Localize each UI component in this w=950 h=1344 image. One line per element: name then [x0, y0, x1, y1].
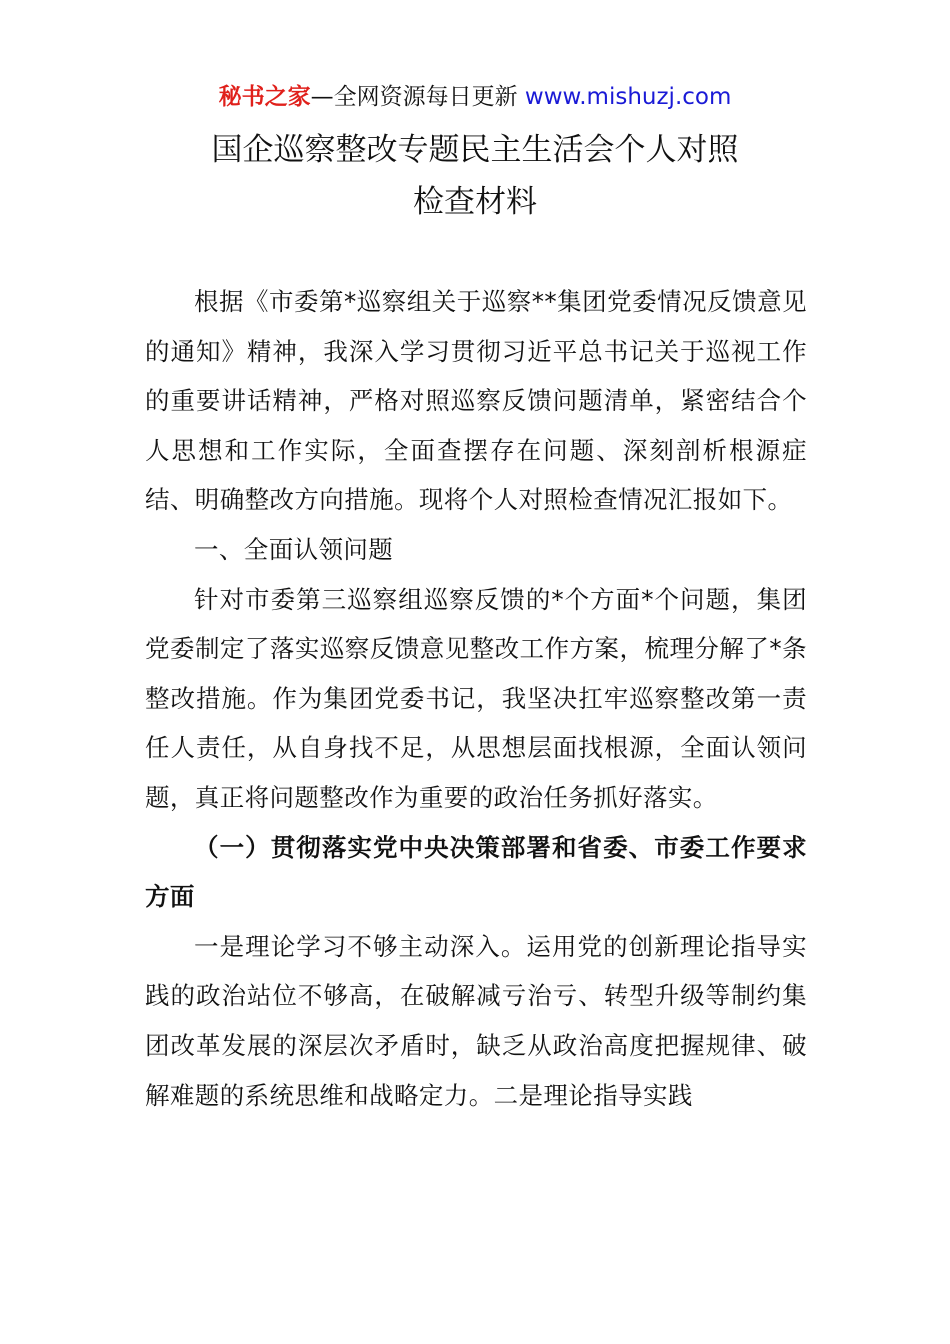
subsection-heading-1: （一）贯彻落实党中央决策部署和省委、市委工作要求方面	[145, 832, 807, 912]
header-tagline: —全网资源每日更新	[310, 84, 518, 110]
site-header	[0, 80, 950, 114]
body-paragraph: 一是理论学习不够主动深入。运用党的创新理论指导实践的政治站位不够高，在破解减亏治亏、转型升级等制约集团改革发展的深层次矛盾时，缺乏从政治高度把握规律、破解难题的系统思维和战略定力。二是理论指导实践	[145, 931, 807, 1110]
section-heading-1: 一、全面认领问题	[194, 534, 394, 564]
document-body	[145, 277, 807, 1120]
brand-name: 秘书之家	[218, 84, 311, 110]
document-title	[0, 124, 950, 228]
title-line-2: 检查材料	[413, 184, 537, 220]
intro-paragraph: 根据《市委第*巡察组关于巡察**集团党委情况反馈意见的通知》精神，我深入学习贯彻习近平总书记关于巡视工作的重要讲话精神，严格对照巡察反馈问题清单，紧密结合个人思想和工作实际，全面查摆存在问题、深刻剖析根源症结、明确整改方向措施。现将个人对照检查情况汇报如下。	[145, 287, 807, 515]
body-paragraph: 针对市委第三巡察组巡察反馈的*个方面*个问题，集团党委制定了落实巡察反馈意见整改工作方案，梳理分解了*条整改措施。作为集团党委书记，我坚决扛牢巡察整改第一责任人责任，从自身找不足，从思想层面找根源，全面认领问题，真正将问题整改作为重要的政治任务抓好落实。	[145, 584, 807, 812]
title-line-1: 国企巡察整改专题民主生活会个人对照	[211, 132, 739, 168]
site-url-link[interactable]: www.mishuzj.com	[524, 84, 732, 110]
